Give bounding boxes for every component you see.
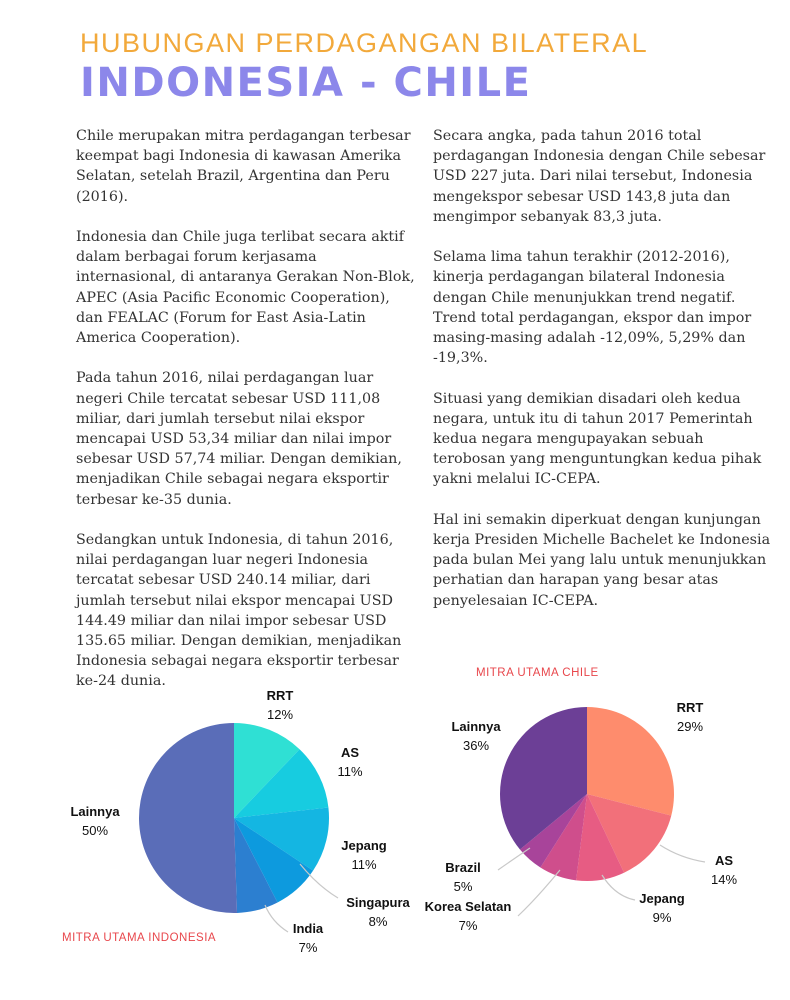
chart-title: MITRA UTAMA INDONESIA (62, 932, 217, 944)
paragraph: Sedangkan untuk Indonesia, di tahun 2016, nilai perdagangan luar negeri Indonesia tercatat sebesar USD 240.14 miliar, dari jumlah tersebut nilai ekspor mencapai USD 144.49 miliar dan nilai impor sebesar USD 135.65 miliar. Dengan demikian, menjadikan Indonesia sebagai negara eksportir terbesar ke-24 dunia. (76, 532, 402, 690)
paragraph: Situasi yang demikian disadari oleh kedua negara, untuk itu di tahun 2017 Pemerintah kedua negara mengupayakan sebuah terobosan yang menguntungkan kedua pihak yakni melalui IC-CEPA. (433, 390, 762, 488)
paragraph: Indonesia dan Chile juga terlibat secara aktif dalam berbagai forum kerjasama internasional, di antaranya Gerakan Non-Blok, APEC (Asia Pacific Economic Cooperation), dan FEALAC (Forum for East Asia-Latin America Cooperation). (76, 229, 415, 347)
slice-value-label: 9% (652, 910, 672, 925)
leader-line (265, 905, 288, 932)
page-title: INDONESIA - CHILE (80, 60, 532, 106)
paragraph: Chile merupakan mitra perdagangan terbesar keempat bagi Indonesia di kawasan Amerika Selatan, setelah Brazil, Argentina dan Peru (2016). (76, 128, 411, 205)
slice-value-label: 5% (453, 879, 473, 894)
pie-chart-1 (62, 688, 411, 955)
leader-line (518, 870, 560, 916)
slice-value-label: 12% (266, 707, 294, 722)
slice-value-label: 7% (458, 918, 478, 933)
slice-value-label: 14% (710, 872, 738, 887)
chart-title: MITRA UTAMA CHILE (476, 667, 599, 679)
slice-value-label: 11% (337, 764, 363, 779)
slice-category-label: AS (714, 853, 734, 868)
slice-category-label: Singapura (346, 895, 410, 910)
slice-category-label: India (292, 921, 324, 936)
slice-category-label: Brazil (445, 860, 481, 875)
paragraph: Hal ini semakin diperkuat dengan kunjungan kerja Presiden Michelle Bachelet ke Indonesia pada bulan Mei yang lalu untuk menunjukkan perhatian dan harapan yang besar atas penyelesaian IC-CEPA. (433, 511, 771, 609)
slice-category-label: Jepang (639, 891, 685, 906)
slice-value-label: 8% (368, 914, 388, 929)
slice-value-label: 36% (462, 738, 490, 753)
paragraph: Pada tahun 2016, nilai perdagangan luar negeri Chile tercatat sebesar USD 111,08 miliar, dari jumlah tersebut nilai ekspor mencapai USD 53,34 miliar dan nilai impor sebesar USD 57,74 miliar. Dengan demikian, menjadikan Chile sebagai negara eksportir terbesar ke-35 dunia. (76, 370, 402, 508)
slice-category-label: Jepang (341, 838, 387, 853)
pie-chart-2 (425, 667, 738, 933)
slice-value-label: 29% (676, 719, 704, 734)
paragraph: Selama lima tahun terakhir (2012-2016), kinerja perdagangan bilateral Indonesia dengan Chile menunjukkan trend negatif. Trend total perdagangan, ekspor dan impor masing-masing adalah -12,09%, 5,29% dan -19,3%. (433, 249, 752, 367)
slice-category-label: RRT (676, 700, 704, 715)
slice-category-label: Lainnya (451, 719, 501, 734)
page-subtitle: HUBUNGAN PERDAGANGAN BILATERAL (80, 28, 649, 58)
slice-value-label: 11% (351, 857, 377, 872)
slice-category-label: Korea Selatan (424, 899, 512, 914)
leader-line (660, 845, 705, 862)
paragraph: Secara angka, pada tahun 2016 total perdagangan Indonesia dengan Chile sebesar USD 227 juta. Dari nilai tersebut, Indonesia mengekspor sebesar USD 143,8 juta dan mengimpor sebanyak 83,3 juta. (433, 128, 766, 225)
pie-slice (139, 723, 237, 913)
slice-value-label: 50% (81, 823, 109, 838)
slice-value-label: 7% (298, 940, 318, 955)
slice-category-label: Lainnya (70, 804, 120, 819)
leader-line (498, 848, 530, 870)
slice-category-label: AS (340, 745, 360, 760)
leader-line (602, 875, 635, 900)
slice-category-label: RRT (266, 688, 294, 703)
